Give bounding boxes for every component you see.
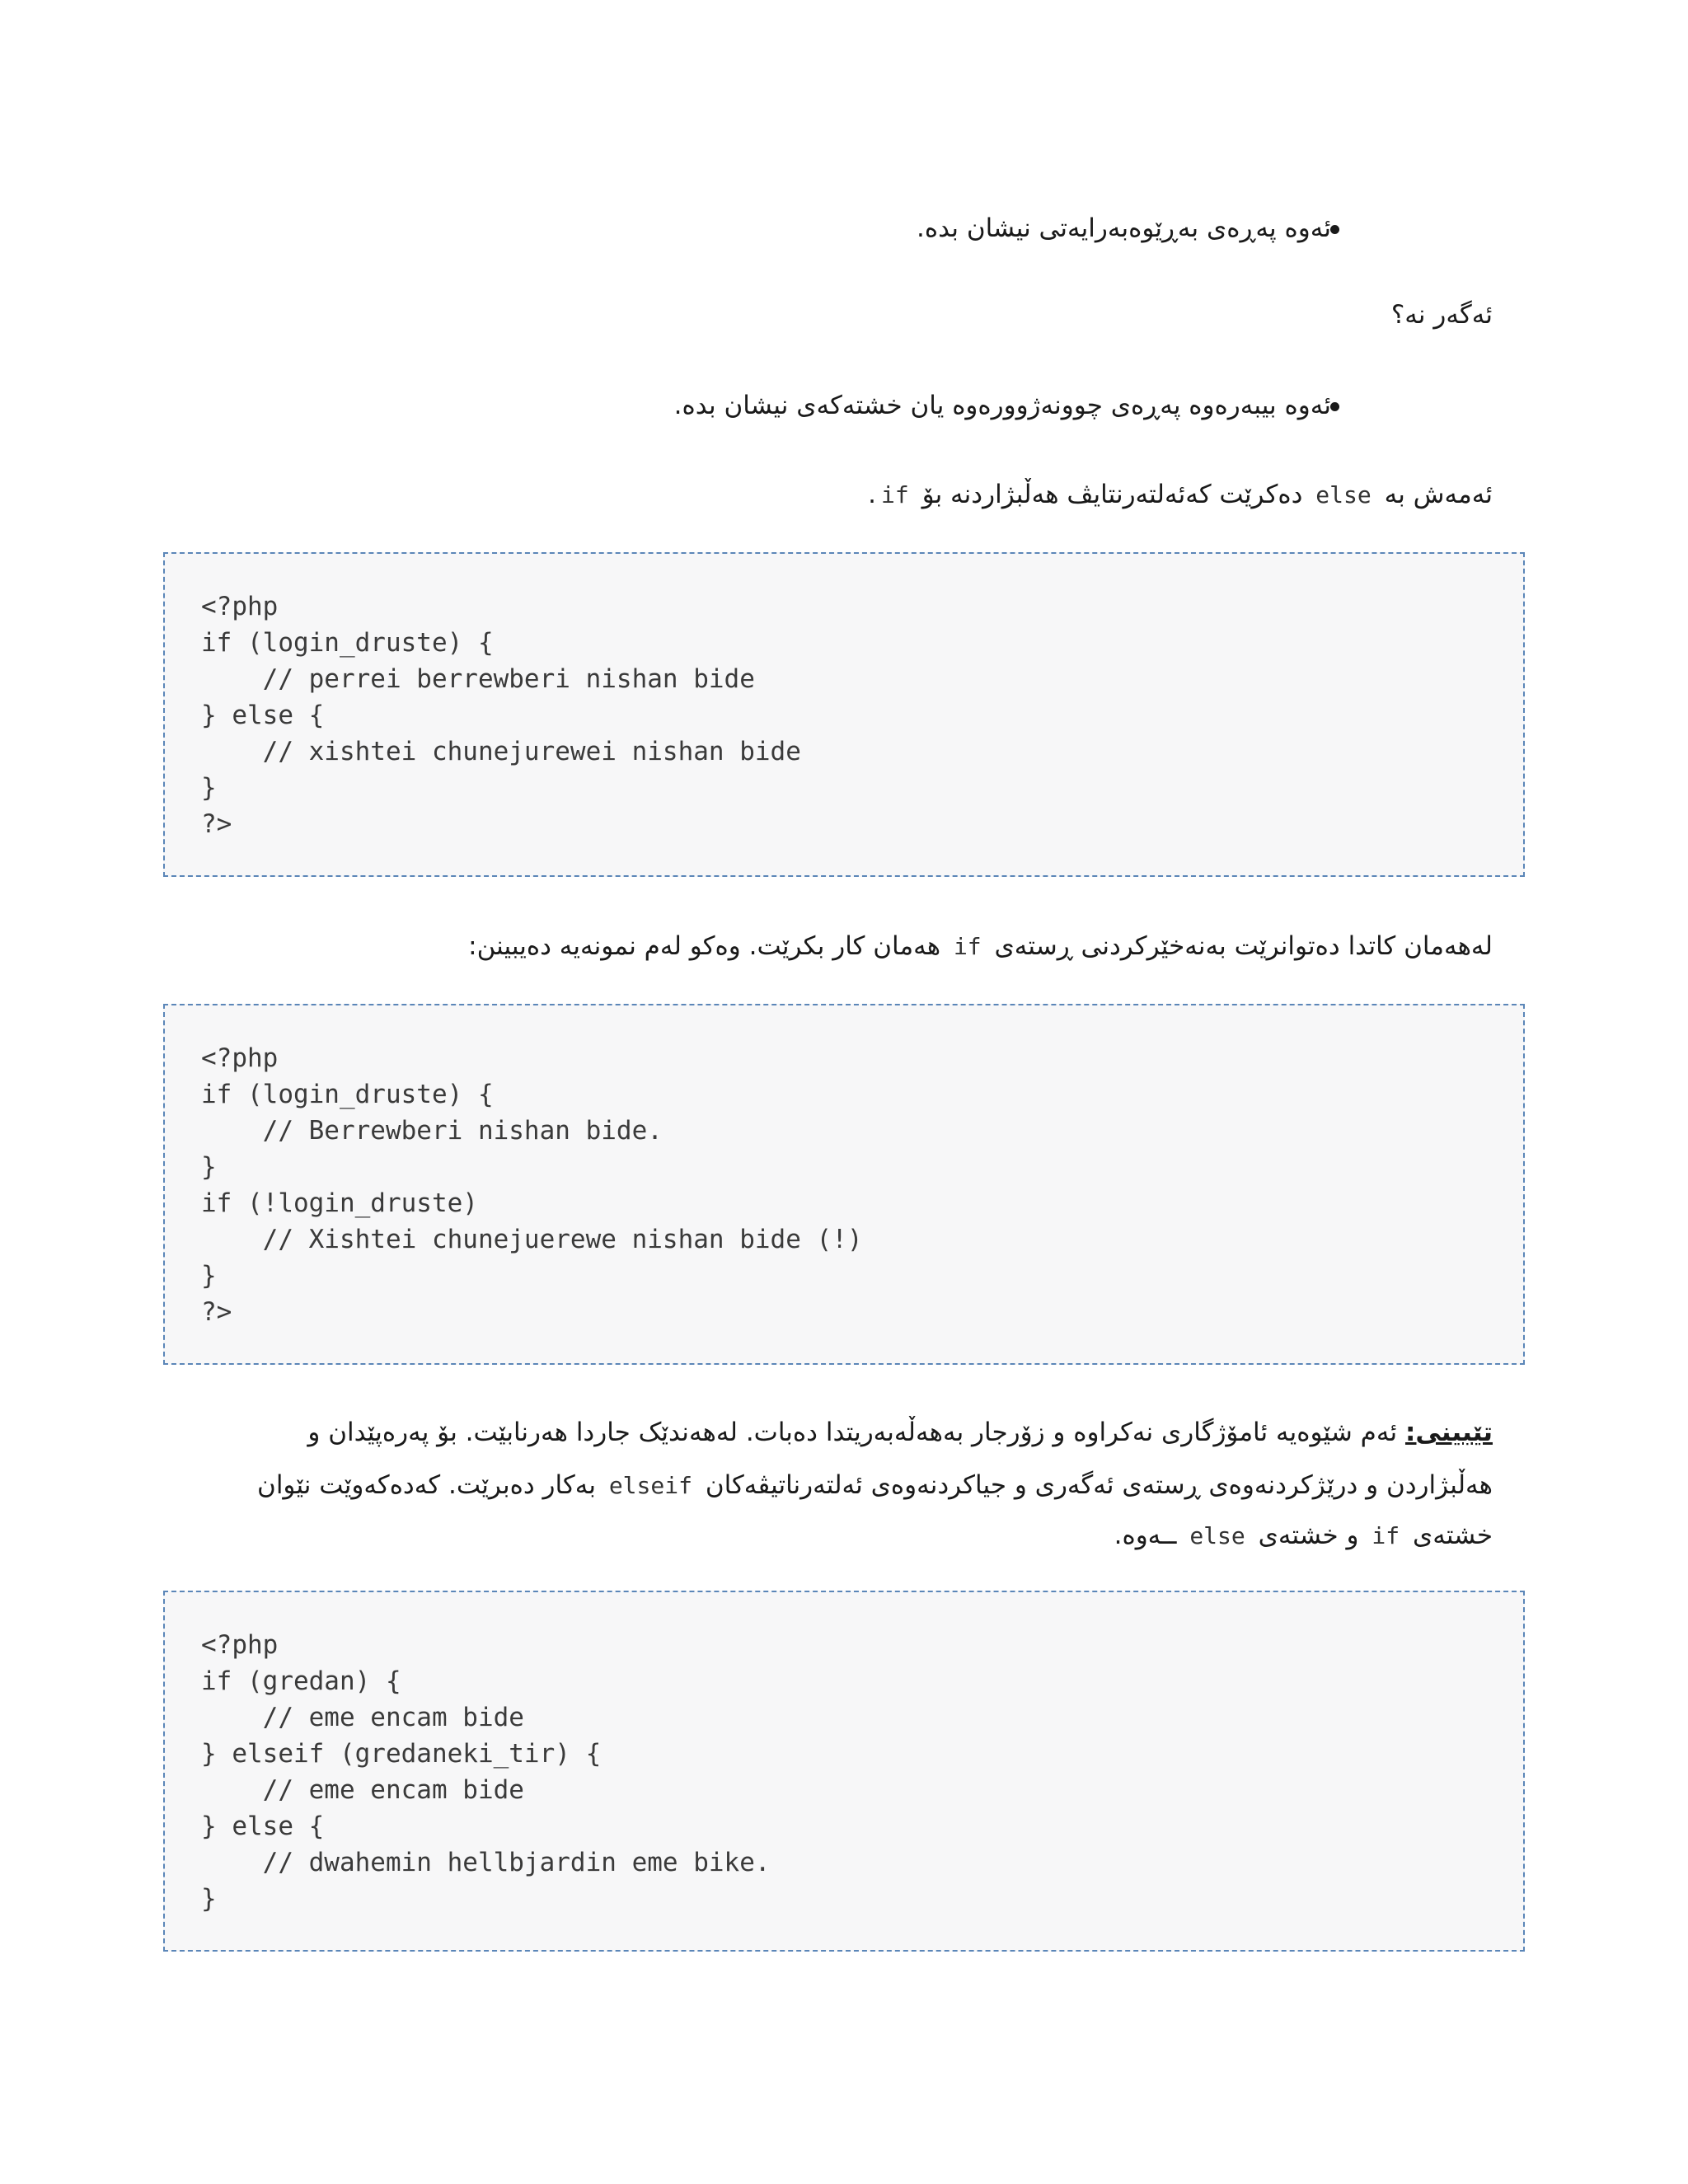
inline-code-else: else	[1189, 1522, 1245, 1549]
note-line-2	[257, 1469, 1493, 1502]
inline-code-if: if	[880, 481, 909, 509]
inline-code-else: else	[1315, 481, 1372, 509]
code-block-elseif	[163, 1591, 1525, 1952]
intro-text-middle: دەکرێت کەئەلتەرنتایڤ هەڵبژاردنە بۆ	[921, 480, 1303, 509]
note-line-1-text: ئەم شێوەیە ئامۆژگاری نەکراوە و زۆرجار بەهەڵەبەریتدا دەبات. لەهەندێک جاردا هەرنابێت. بۆ پەرەپێدان و	[307, 1418, 1398, 1447]
note-label: تێبینی:	[1404, 1418, 1493, 1447]
bullet-dot	[1330, 402, 1339, 411]
bullet-dot	[1330, 225, 1339, 234]
code-block-double-if	[163, 1004, 1525, 1365]
note-line-3-after: ــەوە.	[1114, 1521, 1177, 1550]
para2-text-after: هەمان کار بکرێت. وەکو لەم نمونەیە دەیبینن:	[468, 931, 941, 961]
note-line-3	[1114, 1519, 1493, 1553]
code-block-elseif-text: <?php if (gredan) { // eme encam bide } elseif (gredaneki_tir) { // eme encam bide } else { // dwahemin hellbjardin eme bike. }	[201, 1630, 771, 1914]
note-line-1	[307, 1416, 1493, 1449]
else-intro-paragraph	[868, 478, 1493, 512]
note-line-3-before: خشتەی	[1412, 1521, 1493, 1550]
note-line-2-before: هەڵبژاردن و درێژکردنەوەی ڕستەی ئەگەری و جیاکردنەوەی ئەلتەرناتیڤەکان	[705, 1470, 1493, 1500]
bullet-item-login-page: ئەوە بیبەرەوە پەڕەی چوونەژوورەوە یان خشتەکەی نیشان بدە.	[673, 391, 1331, 420]
inline-code-if: if	[1372, 1522, 1400, 1549]
code-block-if-else-text: <?php if (login_druste) { // perrei berrewberi nishan bide } else { // xishtei chunejurewei nishan bide } ?>	[201, 592, 801, 839]
code-block-double-if-text: <?php if (login_druste) { // Berrewberi nishan bide. } if (!login_druste) // Xishtei chunejuerewe nishan bide (!) } ?>	[201, 1043, 863, 1327]
question-line: ئەگەر نە؟	[1390, 300, 1493, 330]
code-block-if-else	[163, 552, 1525, 877]
intro-text-after: .	[868, 480, 876, 509]
negation-paragraph	[468, 930, 1493, 963]
bullet-item-admin-page: ئەوە پەڕەی بەڕێوەبەرایەتی نیشان بدە.	[917, 213, 1331, 243]
intro-text-before: ئەمەش بە	[1384, 480, 1493, 509]
inline-code-if: if	[953, 933, 982, 960]
para2-text-before: لەهەمان کاتدا دەتوانرێت بەنەخێرکردنی ڕستەی	[994, 931, 1493, 961]
note-line-2-after: بەکار دەبرێت. کەدەکەوێت نێوان	[257, 1470, 596, 1500]
note-line-3-middle: و خشتەی	[1258, 1521, 1359, 1550]
inline-code-elseif: elseif	[608, 1472, 692, 1499]
